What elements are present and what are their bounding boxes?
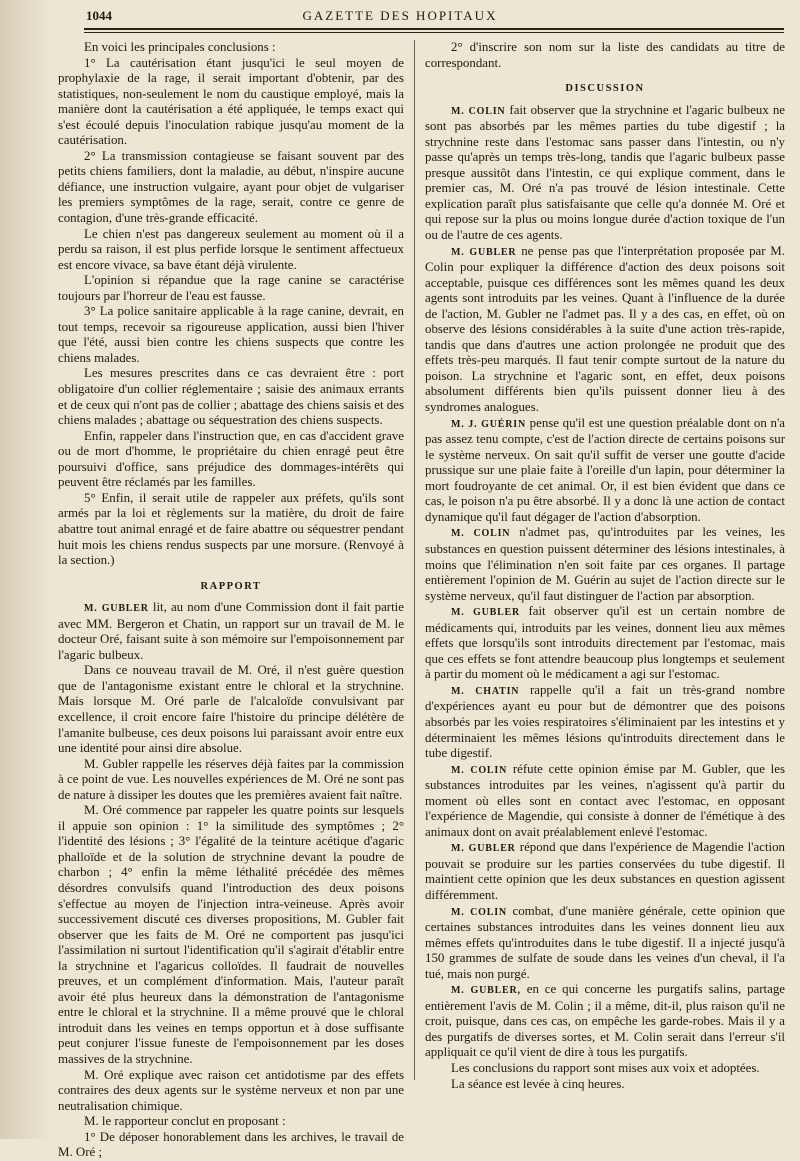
discussion-paragraph: La séance est levée à cinq heures. <box>451 1076 625 1091</box>
speaker-name: M. COLIN <box>451 528 511 540</box>
speaker-name: M. COLIN <box>451 764 508 776</box>
report-paragraph: M. Oré explique avec raison cet antidotisme par des effets contraires des deux agents sur le système nerveux et non par une neutralisation chimique. <box>58 1067 404 1113</box>
section-heading-rapport: RAPPORT <box>200 580 262 592</box>
speaker-name: M. GUBLER <box>451 607 521 619</box>
conclusion-paragraph: L'opinion si répandue que la rage canine se caractérise toujours par l'horreur de l'eau est fausse. <box>58 273 404 303</box>
discussion-paragraph: M. J. GUÉRIN pense qu'il est une question préalable dont on n'a pas assez tenu compte, c'est de l'action directe de certains poisons sur le système nerveux. On sait qu'il suffit de verser une goutte d'acide prussique sur une plaie faite à l'oreille d'un lapin, pour déterminer la mort foudroyante de cet animal. Or, il est bien évident que dans ce cas, le poison n'a pu être absorbé. Il y a donc là une action de contact dynamique qu'il faut dégager de l'action d'absorption. <box>425 415 785 524</box>
report-paragraph: M. Gubler rappelle les réserves déjà faites par la commission à ce point de vue. Les nouvelles expériences de M. Oré ne sont pas de nature à dissiper les doutes que les premières avaient fait naître. <box>58 756 404 802</box>
discussion-paragraph: M. GUBLER répond que dans l'expérience de Magendie l'action pouvait se produire sur les parties conservées du tube digestif. Il maintient cette opinion que les deux substances en question agissent différemment. <box>425 840 785 902</box>
left-column <box>58 40 404 1161</box>
discussion-paragraph: M. GUBLER ne pense pas que l'interprétation proposée par M. Colin pour expliquer la différence d'action des deux poisons soit acceptable, puisque ces différences sont les mêmes quand les deux agents sont introduits par les veines. Quant à l'influence de la durée de l'action, M. Gubler ne l'admet pas. Il y a des cas, en effet, où on observe des lésions considérables à la suite d'une action très-rapide, tandis que dans d'autres une action prolongée ne produit que des effets très-peu marqués. Il faut tenir compte surtout de la nature du poison. La strychnine et l'agaric sont, en effet, deux poisons absolument différents bien qu'ils puissent donner lieu à des syndromes analogues. <box>425 243 785 415</box>
discussion-paragraph: M. COLIN réfute cette opinion émise par M. Gubler, que les substances introduites par les veines, n'agissent qu'à partir du moment où elles sont en contact avec l'estomac, en opposant l'expérience de Magendie, qui consiste à donner de l'émétique à des animaux dont on avait préalablement enlevé l'estomac. <box>425 761 786 839</box>
page-number: 1044 <box>86 8 112 23</box>
conclusion-paragraph: Enfin, rappeler dans l'instruction que, en cas d'accident grave ou de mort d'homme, le propriétaire du chien enragé peut être poursuivi d'office, sans préjudice des dommages-intérêts qui peuvent être réclamés par les familles. <box>58 428 404 490</box>
right-column <box>425 40 785 1092</box>
conclusion-paragraph: Le chien n'est pas dangereux seulement au moment où il a perdu sa raison, il est plus perfide lorsque le sentiment affectueux est encore vivace, sa bave étant déjà virulente. <box>58 226 404 272</box>
speaker-name: M. GUBLER <box>451 843 516 855</box>
report-paragraph: 2° d'inscrire son nom sur la liste des candidats au titre de correspondant. <box>425 40 785 70</box>
discussion-paragraph: M. COLIN n'admet pas, qu'introduites par les veines, les substances en question puissent déterminer des lésions intestinales, à moins que l'élimination n'en soit faite par ces organes. Il partage entièrement l'opinion de M. Guérin au sujet de l'action directe sur le système nerveux, qu'il faut distinguer de l'action par absorption. <box>425 525 786 603</box>
discussion-paragraph: M. COLIN fait observer que la strychnine et l'agaric bulbeux ne sont pas absorbés par les mêmes parties du tube digestif ; la strychnine reste dans l'estomac sans passer dans l'intestin, ou n'y passe qu'après un temps très-long, tandis que l'agaric bulbeux passe presque aussitôt dans l'intestin, ce qui explique comment, dans le premier cas, M. Oré n'a pas trouvé de lésion intestinale. Cette explication paraît plus satisfaisante que celle qu'a donnée M. Oré et qui repose sur la plus ou moins longue durée d'action toxique de l'un ou de l'autre de ces agents. <box>425 102 785 243</box>
speaker-name: M. COLIN <box>451 105 506 117</box>
speaker-name: M. CHATIN <box>451 685 520 697</box>
discussion-paragraph: Les conclusions du rapport sont mises aux voix et adoptées. <box>451 1061 760 1075</box>
report-paragraph: M. le rapporteur conclut en proposant : <box>84 1114 286 1129</box>
conclusion-paragraph: 3° La police sanitaire applicable à la rage canine, devrait, en tout temps, recevoir sa rigoureuse application, aussi bien l'hiver que l'été, aussi bien contre les chiens suspects que contre les chiens malades. <box>58 304 404 365</box>
report-paragraph: Dans ce nouveau travail de M. Oré, il n'est guère question que de l'antagonisme existant entre le chloral et la strychnine. Mais lorsque M. Oré parle de l'alcaloïde convulsivant par excellence, il croit encore faire l'histoire du principe délétère de l'amanite bulbeuse, ces deux poisons lui paraissant avoir entre eux une identité pour ainsi dire absolue. <box>58 663 404 756</box>
conclusion-paragraph: 1° La cautérisation étant jusqu'ici le seul moyen de prophylaxie de la rage, il serait important d'obtenir, par des statistiques, non-seulement le nom du caustique employé, mais la manière dont la cautérisation a été appliquée, le temps exact qui s'est écoulé depuis l'inoculation rabique jusqu'au moment de la cautérisation. <box>58 55 404 148</box>
discussion-paragraph: M. CHATIN rappelle qu'il a fait un très-grand nombre d'expériences ayant eu pour but de démontrer que des poisons absorbés par les voies respiratoires s'éliminaient par les intestins et y déterminaient les mêmes lésions qu'introduits directement dans le tube digestif. <box>425 682 785 761</box>
speaker-name: M. GUBLER <box>451 246 517 258</box>
page-edge-stain <box>0 0 52 1139</box>
speaker-name: M. GUBLER <box>84 603 149 615</box>
report-paragraph: M. Oré commence par rappeler les quatre points sur lesquels il appuie son opinion : 1° la similitude des symptômes ; 2° l'identité des lésions ; 3° l'égalité de la teinture acétique d'agaric phalloïde et de la solution de strychnine devant la poudre de charbon ; 4° enfin la même léthalité précédée des mêmes désordres convulsifs quand l'introduction des deux poisons s'effectue au moyen de l'injection intra-veineuse. Après avoir successivement discuté ces diverses propositions, M. Gubler fait observer que les faits de M. Oré ne comportent pas jusqu'ici l'assimilation ni surtout l'identification qu'il s'agirait d'établir entre la strychnine et l'agaricus colloïdes. Il faudrait de nouvelles preuves, et un complément d'information. Mais, l'auteur paraît avoir été plus heureux dans la démonstration de l'antagonisme entre le chloral et la strychnine. Il a même prouvé que le chloral introduit dans les veines en temps opportun et à dose suffisante peut conjurer l'issue funeste de l'empoisonnement par les doses massives de la strychnine. <box>58 803 404 1066</box>
speaker-name: M. J. GUÉRIN <box>451 418 526 430</box>
column-divider <box>414 40 415 1080</box>
report-paragraph: 1° De déposer honorablement dans les archives, le travail de M. Oré ; <box>58 1129 404 1160</box>
conclusion-paragraph: En voici les principales conclusions : <box>84 40 276 54</box>
header-rule-thin <box>84 32 784 33</box>
conclusion-paragraph: Les mesures prescrites dans ce cas devraient être : port obligatoire d'un collier réglementaire ; saisie des animaux errants et de ceux qui n'ont pas de collier ; abattage des chiens saisis et des chiens malades ; abattage ou séquestration des chiens suspects. <box>58 366 404 428</box>
conclusion-paragraph: 5° Enfin, il serait utile de rappeler aux préfets, qu'ils sont armés par la loi et règlements sur la matière, du droit de faire abattre tout animal enragé et de faire abattre ou séquestrer pendant huit mois les chiens rendus suspects par une morsure. (Renvoyé à la section.) <box>58 490 404 568</box>
discussion-paragraph: M. GUBLER fait observer qu'il est un certain nombre de médicaments qui, introduits par les veines, donnent lieu aux mêmes effets que lorsqu'ils sont introduits directement par l'estomac, mais que ces effets se font attendre beaucoup plus longtemps et seulement à partir du moment où le médicament a agi sur l'estomac. <box>425 604 785 682</box>
running-head: GAZETTE DES HOPITAUX <box>302 8 498 23</box>
report-paragraph: M. GUBLER lit, au nom d'une Commission dont il fait partie avec MM. Bergeron et Chatin, un rapport sur un travail de M. le docteur Oré, faisant suite à son mémoire sur l'empoisonnement par l'agaric bulbeux. <box>58 600 404 662</box>
discussion-paragraph: M. GUBLER, en ce qui concerne les purgatifs salins, partage entièrement l'avis de M. Colin ; il a même, dit-il, plus raison qu'il ne croit, puisque, dans ces cas, on empêche les garde-robes. Mais il y a des purgatifs de diverses sortes, et M. Colin serait dans l'erreur s'il appliquait ce qu'il vient de dire à tous les purgatifs. <box>425 982 785 1060</box>
discussion-paragraph: M. COLIN combat, d'une manière générale, cette opinion que certaines substances introduites dans les veines donnent lieu aux mêmes effets qu'introduites dans le tube digestif. Il a injecté jusqu'à 150 grammes de sulfate de soude dans les veines d'un cheval, il l'a tué, mais non purgé. <box>425 903 785 981</box>
section-heading-discussion: DISCUSSION <box>565 83 645 95</box>
speaker-name: M. COLIN <box>451 906 507 918</box>
header-rule <box>84 28 784 30</box>
speaker-name: M. GUBLER, <box>451 985 521 997</box>
conclusion-paragraph: 2° La transmission contagieuse se faisant souvent par des petits chiens familiers, dont la maladie, au début, n'inspire aucune défiance, une instruction vulgaire, ayant pour objet de vulgariser les premiers symptômes de la rage, serait, contre ce genre de contagion, d'une très-grande efficacité. <box>58 148 404 226</box>
